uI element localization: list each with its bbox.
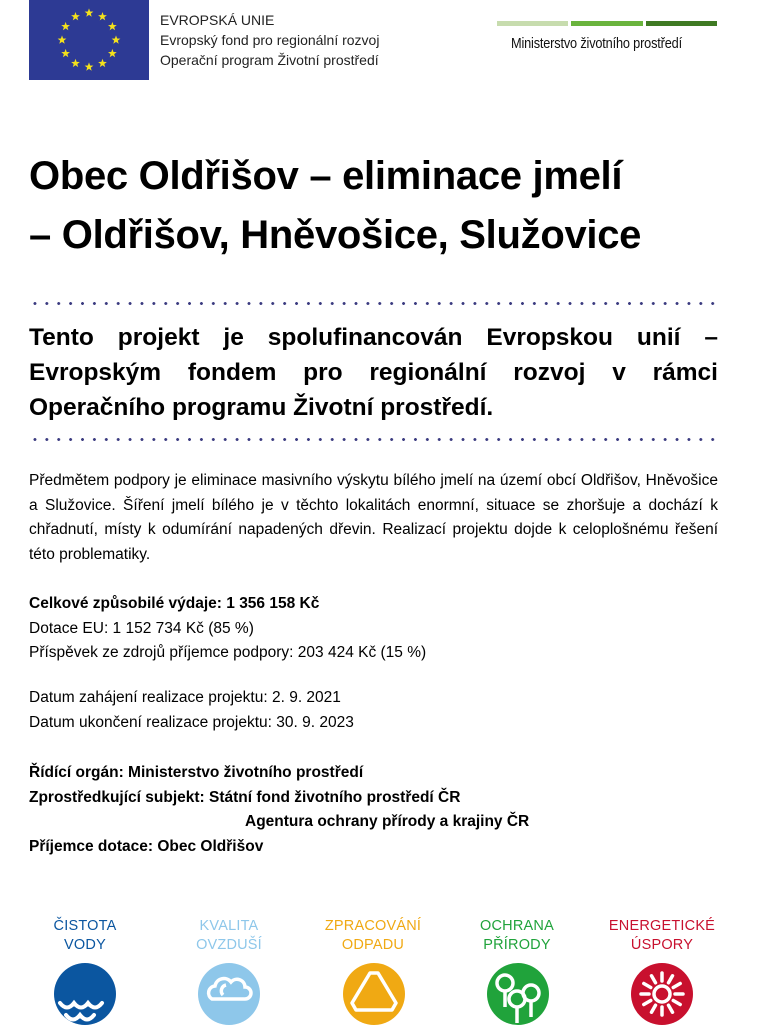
category-water-line2: VODY (64, 937, 106, 953)
category-water-label (20, 917, 150, 955)
water-waves-icon (54, 963, 116, 1025)
eu-flag-icon (29, 0, 149, 80)
eu-grant: Dotace EU: 1 152 734 Kč (85 %) (29, 619, 254, 637)
ministry-bar-dark (646, 21, 717, 26)
category-air-line2: OVZDUŠÍ (196, 937, 262, 953)
end-date: Datum ukončení realizace projektu: 30. 9. 2023 (29, 713, 354, 731)
ministry-name: Ministerstvo životního prostředí (511, 36, 682, 52)
category-energy-label (597, 917, 727, 955)
project-description: Předmětem podpory je eliminace masivního výskytu bílého jmelí na území obcí Oldřišov, Hněvošice a Služovice. Šíření jmelí bílého je v těchto lokalitách enormní, situace se zhoršuje a dochází k chřadnutí, místy k odumírání napadených dřevin. Realizací projektu dojde k celoplošnému řešení této problematiky. (29, 472, 718, 563)
eu-logo-text (160, 10, 379, 70)
managing-authority: Řídící orgán: Ministerstvo životního prostředí (29, 764, 364, 781)
sun-icon (631, 963, 693, 1025)
beneficiary: Příjemce dotace: Obec Oldřišov (29, 837, 264, 855)
dotted-divider-bottom (29, 438, 719, 441)
category-nature-label (452, 917, 582, 955)
finance-block (29, 592, 426, 666)
recycle-triangle-icon (343, 963, 405, 1025)
category-nature-line1: OCHRANA (480, 918, 554, 934)
category-energy-line2: ÚSPORY (630, 937, 694, 953)
category-waste-line2: ODPADU (341, 937, 405, 953)
category-air-label (164, 917, 294, 955)
dotted-divider-top (29, 302, 719, 305)
ministry-bar-light (497, 21, 568, 26)
category-air-line1: KVALITA (199, 918, 259, 934)
title-line-2: – Oldřišov, Hněvošice, Služovice (29, 213, 642, 257)
cofinancing-statement: Tento projekt je spolufinancován Evropskou unií – Evropským fondem pro regionální rozvoj v rámci Operačního programu Životní prostředí. (29, 324, 718, 421)
ministry-bars-icon (497, 21, 717, 27)
cloud-icon (198, 963, 260, 1025)
category-nature-line2: PŘÍRODY (483, 937, 551, 953)
eu-name: EVROPSKÁ UNIE (160, 12, 275, 28)
category-waste-label (308, 917, 438, 955)
total-expenses: Celkové způsobilé výdaje: 1 356 158 Kč (29, 595, 320, 612)
title-line-1: Obec Oldřišov – eliminace jmelí (29, 154, 623, 198)
organizations-block (29, 761, 529, 859)
ministry-bar-mid (571, 21, 642, 26)
page-title (29, 147, 769, 265)
start-date: Datum zahájení realizace projektu: 2. 9. 2021 (29, 689, 341, 706)
intermediate-body: Zprostředkující subjekt: Státní fond životního prostředí ČR (29, 788, 461, 806)
eu-program: Operační program Životní prostředí (160, 52, 379, 68)
dates-block (29, 686, 354, 735)
intermediate-body-2: Agentura ochrany přírody a krajiny ČR (245, 813, 530, 830)
category-waste-line1: ZPRACOVÁNÍ (324, 918, 422, 934)
own-contribution: Příspěvek ze zdrojů příjemce podpory: 203 424 Kč (15 %) (29, 644, 427, 661)
trees-icon (487, 963, 549, 1025)
category-water-line1: ČISTOTA (53, 918, 117, 934)
category-energy-line1: ENERGETICKÉ (608, 918, 716, 934)
eu-fund: Evropský fond pro regionální rozvoj (160, 32, 380, 48)
